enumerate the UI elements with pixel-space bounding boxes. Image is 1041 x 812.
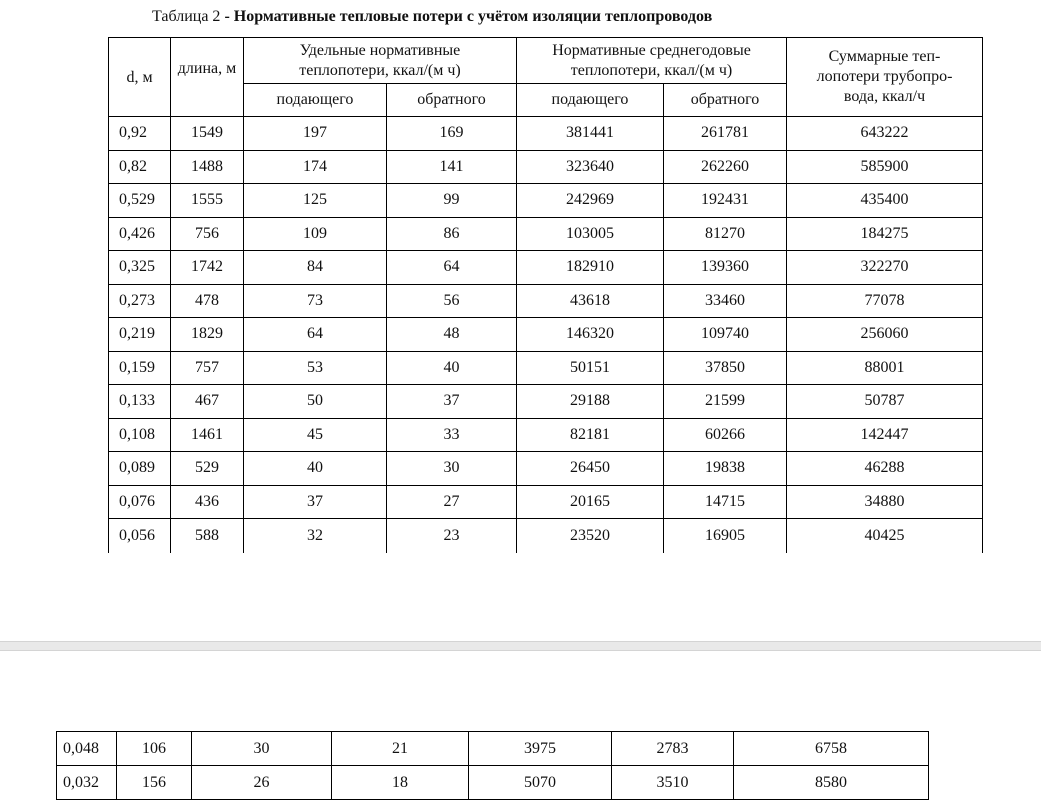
header-diameter: d, м bbox=[109, 38, 171, 117]
table-cell: 0,089 bbox=[109, 452, 171, 486]
table-cell: 64 bbox=[244, 318, 387, 352]
table-cell: 33 bbox=[387, 418, 517, 452]
table-cell: 18 bbox=[332, 766, 469, 800]
table-cell: 0,159 bbox=[109, 351, 171, 385]
table-cell: 0,056 bbox=[109, 519, 171, 554]
table-cell: 27 bbox=[387, 485, 517, 519]
table-cell: 84 bbox=[244, 251, 387, 285]
table-cell: 261781 bbox=[664, 117, 787, 151]
table-cell: 88001 bbox=[787, 351, 983, 385]
table-cell: 1829 bbox=[171, 318, 244, 352]
table-body bbox=[109, 117, 983, 554]
table-cell: 60266 bbox=[664, 418, 787, 452]
table-cell: 32 bbox=[244, 519, 387, 554]
table-cell: 197 bbox=[244, 117, 387, 151]
table-row bbox=[109, 318, 983, 352]
header-specific-supply: подающего bbox=[244, 84, 387, 117]
table-cell: 64 bbox=[387, 251, 517, 285]
table-cell: 40425 bbox=[787, 519, 983, 554]
table-cell: 0,108 bbox=[109, 418, 171, 452]
table-cell: 26 bbox=[192, 766, 332, 800]
header-annual-return: обратного bbox=[664, 84, 787, 117]
table-row bbox=[109, 284, 983, 318]
table-cell: 0,133 bbox=[109, 385, 171, 419]
table-cell: 529 bbox=[171, 452, 244, 486]
table-row bbox=[109, 452, 983, 486]
caption-prefix: Таблица 2 bbox=[152, 8, 221, 25]
table-cell: 48 bbox=[387, 318, 517, 352]
table-cell: 50151 bbox=[517, 351, 664, 385]
table-header bbox=[109, 38, 983, 117]
table-cell: 46288 bbox=[787, 452, 983, 486]
table-cell: 1742 bbox=[171, 251, 244, 285]
header-annual-losses: Нормативные среднегодовые теплопотери, ккал/(м ч) bbox=[517, 38, 787, 84]
table-cell: 0,076 bbox=[109, 485, 171, 519]
table-cell: 1549 bbox=[171, 117, 244, 151]
table-cell: 588 bbox=[171, 519, 244, 554]
table-cell: 56 bbox=[387, 284, 517, 318]
page-break bbox=[0, 641, 1041, 651]
table-cell: 23520 bbox=[517, 519, 664, 554]
table-cell: 45 bbox=[244, 418, 387, 452]
table-cell: 478 bbox=[171, 284, 244, 318]
table-row bbox=[109, 519, 983, 554]
table-cell: 33460 bbox=[664, 284, 787, 318]
table-cell: 109 bbox=[244, 217, 387, 251]
table-cell: 5070 bbox=[469, 766, 612, 800]
table-cell: 0,032 bbox=[57, 766, 117, 800]
table-cell: 23 bbox=[387, 519, 517, 554]
heat-loss-table-continuation bbox=[56, 731, 929, 800]
table-cell: 139360 bbox=[664, 251, 787, 285]
continuation-body bbox=[57, 732, 929, 800]
table-cell: 156 bbox=[117, 766, 192, 800]
table-cell: 30 bbox=[387, 452, 517, 486]
table-cell: 262260 bbox=[664, 150, 787, 184]
table-cell: 256060 bbox=[787, 318, 983, 352]
header-total-losses: Суммарные теп-лопотери трубопро-вода, ккал/ч bbox=[787, 38, 983, 117]
heat-loss-table bbox=[108, 37, 983, 553]
table-cell: 643222 bbox=[787, 117, 983, 151]
table-row bbox=[109, 418, 983, 452]
table-cell: 585900 bbox=[787, 150, 983, 184]
table-cell: 86 bbox=[387, 217, 517, 251]
table-cell: 1555 bbox=[171, 184, 244, 218]
table-cell: 182910 bbox=[517, 251, 664, 285]
table-cell: 19838 bbox=[664, 452, 787, 486]
table-row bbox=[109, 150, 983, 184]
table-cell: 77078 bbox=[787, 284, 983, 318]
table-cell: 53 bbox=[244, 351, 387, 385]
table-cell: 0,529 bbox=[109, 184, 171, 218]
table-cell: 21599 bbox=[664, 385, 787, 419]
table-row bbox=[109, 117, 983, 151]
table-caption bbox=[152, 6, 1022, 28]
table-cell: 169 bbox=[387, 117, 517, 151]
table-cell: 37 bbox=[244, 485, 387, 519]
table-row bbox=[109, 184, 983, 218]
table-cell: 0,92 bbox=[109, 117, 171, 151]
table-row bbox=[109, 385, 983, 419]
table-row bbox=[109, 485, 983, 519]
table-cell: 21 bbox=[332, 732, 469, 766]
table-cell: 1461 bbox=[171, 418, 244, 452]
table-cell: 106 bbox=[117, 732, 192, 766]
table-row bbox=[57, 732, 929, 766]
table-row bbox=[109, 351, 983, 385]
table-cell: 756 bbox=[171, 217, 244, 251]
header-specific-return: обратного bbox=[387, 84, 517, 117]
table-cell: 467 bbox=[171, 385, 244, 419]
table-cell: 103005 bbox=[517, 217, 664, 251]
table-row bbox=[109, 251, 983, 285]
table-cell: 6758 bbox=[734, 732, 929, 766]
header-specific-losses: Удельные нормативные теплопотери, ккал/(м ч) bbox=[244, 38, 517, 84]
table-cell: 242969 bbox=[517, 184, 664, 218]
table-cell: 37850 bbox=[664, 351, 787, 385]
table-cell: 99 bbox=[387, 184, 517, 218]
table-cell: 81270 bbox=[664, 217, 787, 251]
table-cell: 34880 bbox=[787, 485, 983, 519]
table-cell: 146320 bbox=[517, 318, 664, 352]
table-cell: 14715 bbox=[664, 485, 787, 519]
table-cell: 2783 bbox=[612, 732, 734, 766]
table-cell: 30 bbox=[192, 732, 332, 766]
table-cell: 757 bbox=[171, 351, 244, 385]
table-cell: 50 bbox=[244, 385, 387, 419]
caption-dash: - bbox=[220, 8, 234, 25]
table-cell: 20165 bbox=[517, 485, 664, 519]
table-cell: 0,273 bbox=[109, 284, 171, 318]
table-row bbox=[109, 217, 983, 251]
table-cell: 141 bbox=[387, 150, 517, 184]
table-cell: 16905 bbox=[664, 519, 787, 554]
table-cell: 142447 bbox=[787, 418, 983, 452]
table-cell: 174 bbox=[244, 150, 387, 184]
table-cell: 1488 bbox=[171, 150, 244, 184]
table-cell: 29188 bbox=[517, 385, 664, 419]
table-cell: 50787 bbox=[787, 385, 983, 419]
table-cell: 82181 bbox=[517, 418, 664, 452]
table-cell: 436 bbox=[171, 485, 244, 519]
table-cell: 0,426 bbox=[109, 217, 171, 251]
table-cell: 322270 bbox=[787, 251, 983, 285]
table-cell: 435400 bbox=[787, 184, 983, 218]
table-cell: 40 bbox=[244, 452, 387, 486]
table-cell: 381441 bbox=[517, 117, 664, 151]
header-length: длина, м bbox=[171, 38, 244, 117]
table-cell: 73 bbox=[244, 284, 387, 318]
table-cell: 26450 bbox=[517, 452, 664, 486]
table-cell: 43618 bbox=[517, 284, 664, 318]
table-cell: 323640 bbox=[517, 150, 664, 184]
table-cell: 0,219 bbox=[109, 318, 171, 352]
table-cell: 0,325 bbox=[109, 251, 171, 285]
header-annual-supply: подающего bbox=[517, 84, 664, 117]
table-cell: 184275 bbox=[787, 217, 983, 251]
table-cell: 192431 bbox=[664, 184, 787, 218]
table-cell: 37 bbox=[387, 385, 517, 419]
table-row bbox=[57, 766, 929, 800]
table-cell: 40 bbox=[387, 351, 517, 385]
table-cell: 3975 bbox=[469, 732, 612, 766]
table-cell: 3510 bbox=[612, 766, 734, 800]
table-cell: 125 bbox=[244, 184, 387, 218]
table-cell: 8580 bbox=[734, 766, 929, 800]
table-cell: 0,82 bbox=[109, 150, 171, 184]
caption-title: Нормативные тепловые потери с учётом изоляции теплопроводов bbox=[233, 8, 713, 25]
table-cell: 109740 bbox=[664, 318, 787, 352]
table-cell: 0,048 bbox=[57, 732, 117, 766]
